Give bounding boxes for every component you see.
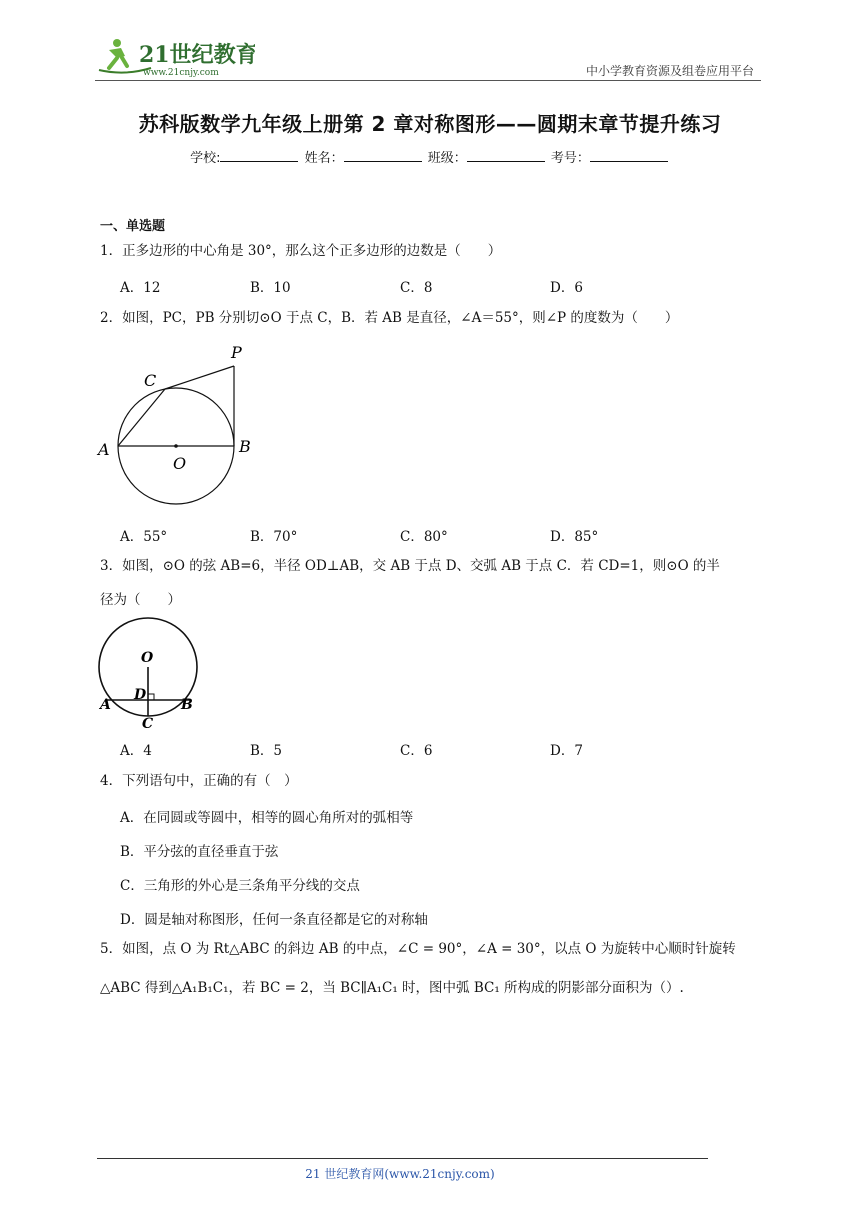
q3-label-o: O [141,650,154,666]
q2-label-o: O [173,454,187,473]
q2-label-p: P [231,343,242,362]
q3-label-c: C [142,716,154,732]
q1-option-d[interactable]: D．6 [550,280,583,296]
question-2: 2．如图，PC，PB 分别切⊙O 于点 C，B．若 AB 是直径，∠A＝55°，则∠P 的度数为（ ） [100,310,679,326]
q3-label-b: B [181,697,193,713]
logo-text: 21世纪教育 [139,42,255,68]
logo-graphic [95,34,255,78]
q1-option-c[interactable]: C．8 [400,280,433,296]
q2-tangent-pc [165,366,234,389]
q2-option-d[interactable]: D．85° [550,529,599,545]
school-blank[interactable] [220,149,298,162]
q4-option-c[interactable]: C．三角形的外心是三条角平分线的交点 [120,878,360,894]
school-label: 学校: [190,151,221,166]
q2-center-dot [174,444,178,448]
question-5-line-2: △ABC 得到△A₁B₁C₁，若 BC = 2，当 BC∥A₁C₁ 时，图中弧 BC₁ 所构成的阴影部分面积为（）. [100,980,684,996]
q2-label-b: B [239,437,251,456]
q2-label-c: C [144,371,157,390]
q1-option-b[interactable]: B．10 [250,280,291,296]
section-heading: 一、单选题 [100,219,166,234]
question-4: 4．下列语句中，正确的有（ ） [100,773,298,789]
q3-label-d: D [134,687,147,703]
q3-label-a: A [100,697,111,713]
q2-option-a[interactable]: A．55° [120,529,168,545]
q4-option-a[interactable]: A．在同圆或等圆中，相等的圆心角所对的弧相等 [120,810,414,826]
q2-option-b[interactable]: B．70° [250,529,298,545]
platform-name: 中小学教育资源及组卷应用平台 [585,64,754,78]
student-info [0,147,860,166]
q2-label-a: A [98,440,110,459]
q2-figure [95,338,265,510]
q3-option-d[interactable]: D．7 [550,743,583,759]
q3-figure [97,615,207,735]
class-label: 班级： [427,151,467,166]
exam-no-label: 考号： [550,151,590,166]
header-divider [95,80,761,81]
footer-divider [97,1158,708,1159]
logo [95,34,255,78]
q3-right-angle [148,694,154,700]
name-blank[interactable] [344,149,422,162]
q3-option-c[interactable]: C．6 [400,743,433,759]
footer-text: 21 世纪教育网(www.21cnjy.com) [305,1167,495,1181]
question-1: 1．正多边形的中心角是 30°，那么这个正多边形的边数是（ ） [100,243,502,259]
q4-option-b[interactable]: B．平分弦的直径垂直于弦 [120,844,279,860]
q4-option-d[interactable]: D．圆是轴对称图形，任何一条直径都是它的对称轴 [120,912,428,928]
question-3-line-2: 径为（ ） [100,592,181,608]
class-blank[interactable] [467,149,545,162]
exam-no-blank[interactable] [590,149,668,162]
name-label: 姓名： [304,151,344,166]
logo-url: www.21cnjy.com [143,68,219,78]
q3-option-a[interactable]: A．4 [120,743,152,759]
q2-option-c[interactable]: C．80° [400,529,448,545]
question-5-line-1: 5．如图，点 O 为 Rt△ABC 的斜边 AB 的中点，∠C = 90°，∠A = 30°，以点 O 为旋转中心顺时针旋转 [100,941,736,957]
page-title: 苏科版数学九年级上册第 2 章对称图形——圆期末章节提升练习 [138,112,722,136]
question-3-line-1: 3．如图，⊙O 的弦 AB=6，半径 OD⊥AB，交 AB 于点 D、交弧 AB 于点 C．若 CD=1，则⊙O 的半 [100,558,720,574]
q1-option-a[interactable]: A．12 [120,280,161,296]
q3-option-b[interactable]: B．5 [250,743,283,759]
